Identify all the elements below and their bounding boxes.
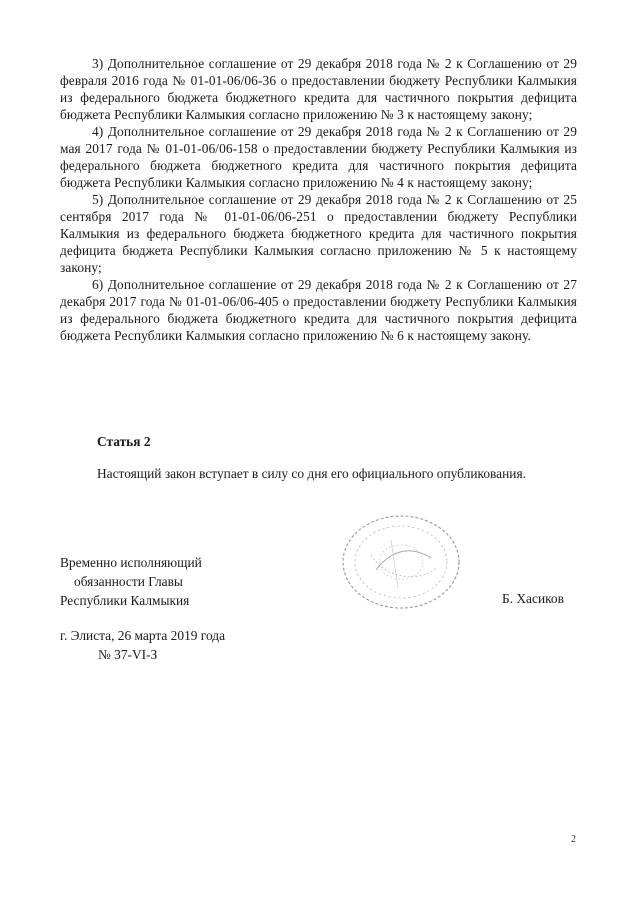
clause-item: 5) Дополнительное соглашение от 29 декабря 2018 года № 2 к Соглашению от 25 сентября 2017 года № 01-01-06/06-251 о предоставлении бюджету Республики Калмыкия из федерального бюджета бюджетного кредита для частичного покрытия дефицита бюджета Республики Калмыкия согласно приложению № 5 к настоящему закону; [60, 192, 577, 275]
place-date: г. Элиста, 26 марта 2019 года [60, 628, 226, 643]
article-text: Настоящий закон вступает в силу со дня его официального опубликования. [97, 466, 526, 481]
clause-item: 6) Дополнительное соглашение от 29 декабря 2018 года № 2 к Соглашению от 27 декабря 2017 года № 01-01-06/06-405 о предоставлении бюджету Республики Калмыкия из федерального бюджета бюджетного кредита для частичного покрытия дефицита бюджета Республики Калмыкия согласно приложению № 6 к настоящему закону. [60, 277, 577, 343]
clause-list [60, 55, 577, 344]
article-title: Статья 2 [97, 434, 151, 449]
signer-name: Б. Хасиков [502, 591, 564, 606]
place-date-block [60, 626, 225, 664]
law-number: № 37-VI-З [98, 647, 158, 662]
clause-item: 4) Дополнительное соглашение от 29 декабря 2018 года № 2 к Соглашению от 29 мая 2017 года № 01-01-06/06-158 о предоставлении бюджету Республики Калмыкия из федерального бюджета бюджетного кредита для частичного покрытия дефицита бюджета Республики Калмыкия согласно приложению № 4 к настоящему закону; [60, 124, 577, 190]
signatory-title-line: Временно исполняющий [60, 555, 202, 570]
signatory-title-line: Республики Калмыкия [60, 593, 190, 608]
official-stamp [336, 510, 466, 615]
signature-block [60, 553, 202, 610]
signatory-title-line: обязанности Главы [74, 574, 183, 589]
clause-item: 3) Дополнительное соглашение от 29 декабря 2018 года № 2 к Соглашению от 29 февраля 2016 года № 01-01-06/06-36 о предоставлении бюджету Республики Калмыкия из федерального бюджета бюджетного кредита для частичного покрытия дефицита бюджета Республики Калмыкия согласно приложению № 3 к настоящему закону; [60, 56, 577, 122]
page-number: 2 [571, 834, 576, 845]
